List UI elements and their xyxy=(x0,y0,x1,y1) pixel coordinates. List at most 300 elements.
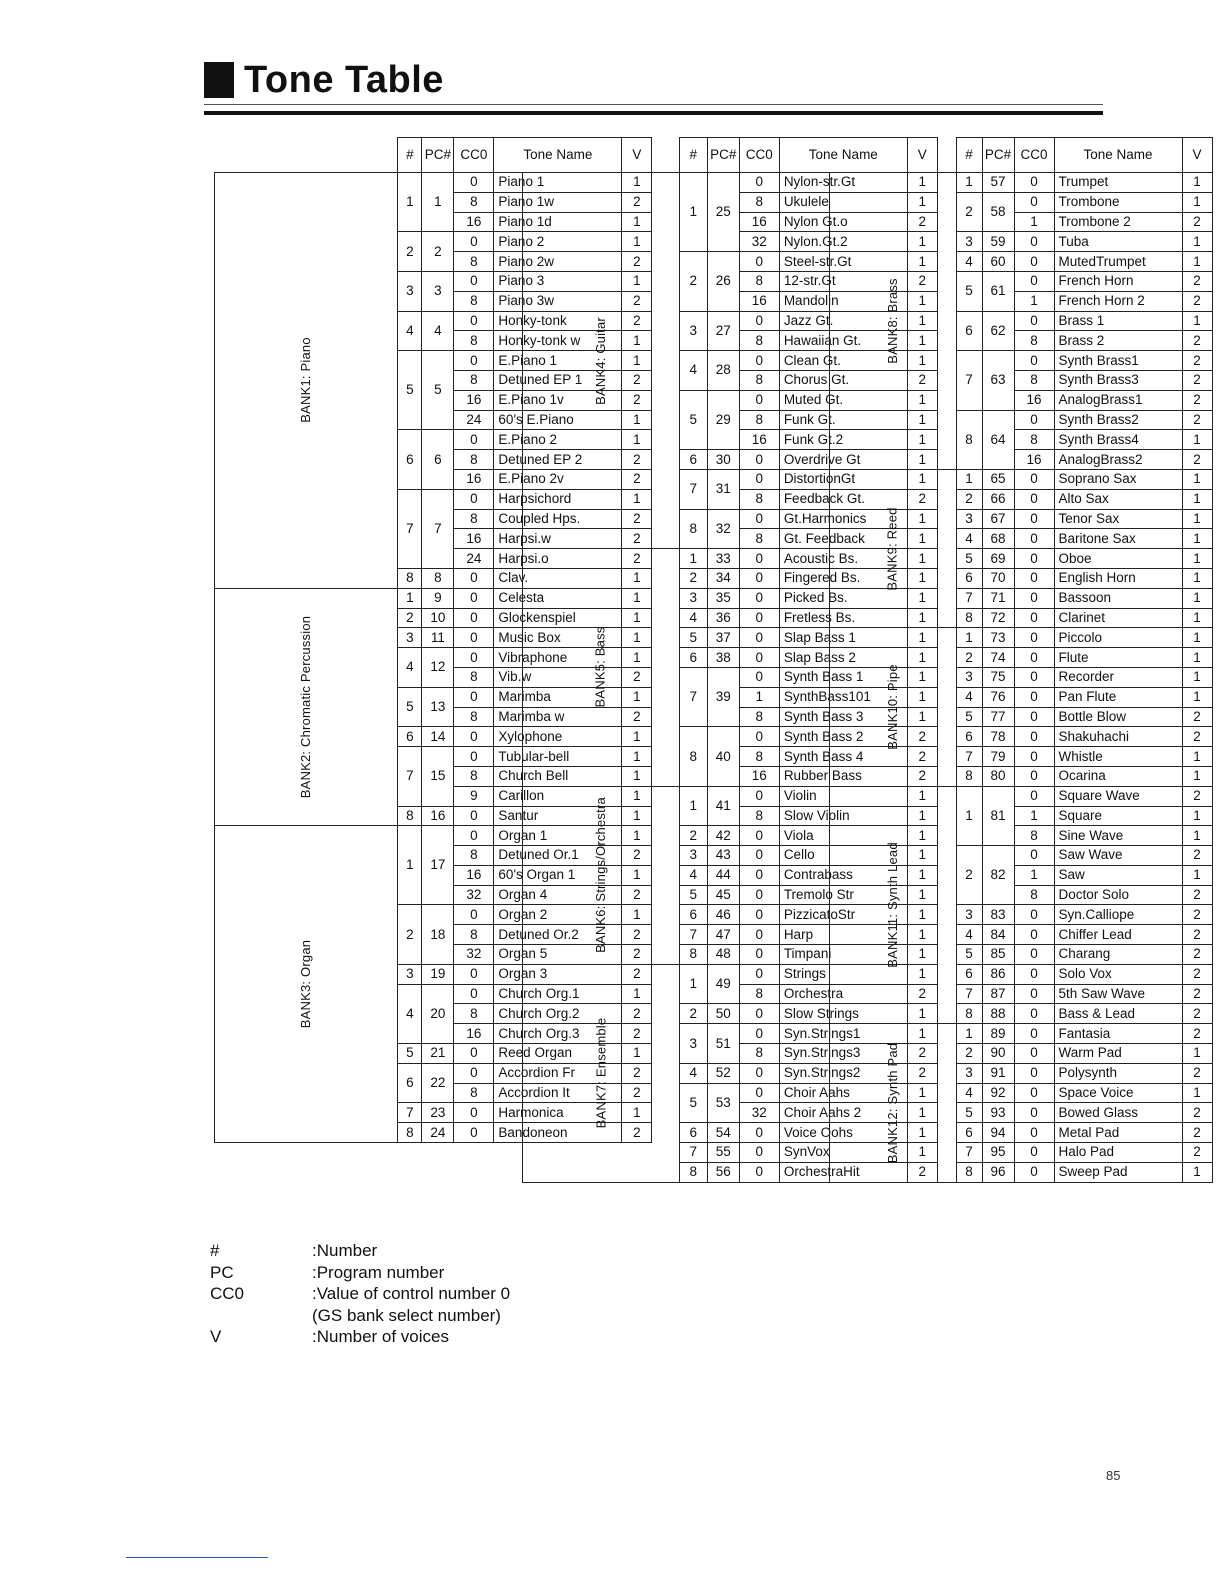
program-number-cell: 58 xyxy=(982,192,1014,232)
tone-name-cell: Synth Bass 4 xyxy=(779,747,907,767)
voices-cell: 1 xyxy=(907,351,937,371)
bank-label-cell xyxy=(523,549,680,787)
voices-cell: 1 xyxy=(907,232,937,252)
header-spacer xyxy=(830,138,957,173)
bank-label: BANK11: Synth Lead xyxy=(884,842,900,968)
number-cell: 4 xyxy=(679,351,707,391)
number-cell: 7 xyxy=(398,1103,422,1123)
cc0-cell: 0 xyxy=(1014,588,1054,608)
bank-label-cell xyxy=(830,173,957,470)
tone-name-cell: Strings xyxy=(779,964,907,984)
tone-name-cell: Harpsichord xyxy=(494,489,622,509)
voices-cell: 2 xyxy=(622,311,652,331)
cc0-cell: 0 xyxy=(739,588,779,608)
program-number-cell: 17 xyxy=(422,826,454,905)
number-cell: 3 xyxy=(679,311,707,351)
program-number-cell: 62 xyxy=(982,311,1014,351)
program-number-cell: 10 xyxy=(422,608,454,628)
number-cell: 5 xyxy=(956,945,982,965)
tone-name-cell: Whistle xyxy=(1054,747,1182,767)
voices-cell: 1 xyxy=(1182,865,1212,885)
voices-cell: 2 xyxy=(907,489,937,509)
voices-cell: 2 xyxy=(1182,1123,1212,1143)
cc0-cell: 0 xyxy=(739,905,779,925)
cc0-cell: 0 xyxy=(454,271,494,291)
program-number-cell: 95 xyxy=(982,1143,1014,1163)
tone-name-cell: Vib.w xyxy=(494,667,622,687)
cc0-cell: 0 xyxy=(1014,351,1054,371)
table-header-row xyxy=(830,138,1213,173)
number-cell: 1 xyxy=(398,826,422,905)
tone-name-cell: Organ 1 xyxy=(494,826,622,846)
cc0-cell: 0 xyxy=(739,390,779,410)
voices-cell: 1 xyxy=(907,865,937,885)
number-cell: 3 xyxy=(956,905,982,925)
table-row xyxy=(830,469,1213,489)
voices-cell: 2 xyxy=(622,192,652,212)
cc0-cell: 16 xyxy=(739,291,779,311)
legend-row xyxy=(210,1305,510,1327)
cc0-cell: 0 xyxy=(739,964,779,984)
tone-name-cell: Metal Pad xyxy=(1054,1123,1182,1143)
header-pc: PC# xyxy=(982,138,1014,173)
voices-cell: 1 xyxy=(1182,232,1212,252)
tone-name-cell: Chorus Gt. xyxy=(779,370,907,390)
cc0-cell: 0 xyxy=(739,252,779,272)
cc0-cell: 8 xyxy=(454,1083,494,1103)
tone-name-cell: SynthBass101 xyxy=(779,687,907,707)
cc0-cell: 0 xyxy=(1014,905,1054,925)
cc0-cell: 8 xyxy=(739,529,779,549)
page-title xyxy=(204,58,444,102)
legend-description: :Number of voices xyxy=(312,1327,449,1346)
tone-name-cell: AnalogBrass2 xyxy=(1054,450,1182,470)
voices-cell: 1 xyxy=(622,648,652,668)
bank-label-cell xyxy=(830,1024,957,1182)
number-cell: 3 xyxy=(956,509,982,529)
voices-cell: 1 xyxy=(622,727,652,747)
tone-name-cell: Square Wave xyxy=(1054,786,1182,806)
number-cell: 5 xyxy=(398,1044,422,1064)
program-number-cell: 78 xyxy=(982,727,1014,747)
cc0-cell: 0 xyxy=(1014,1004,1054,1024)
tone-name-cell: Voice Oohs xyxy=(779,1123,907,1143)
voices-cell: 1 xyxy=(907,1004,937,1024)
tone-name-cell: Overdrive Gt xyxy=(779,450,907,470)
header-num: # xyxy=(398,138,422,173)
tone-name-cell: Timpani xyxy=(779,945,907,965)
table-row xyxy=(830,1024,1213,1044)
number-cell: 8 xyxy=(956,766,982,786)
voices-cell: 2 xyxy=(1182,331,1212,351)
cc0-cell: 8 xyxy=(739,370,779,390)
number-cell: 6 xyxy=(956,727,982,747)
program-number-cell: 70 xyxy=(982,568,1014,588)
voices-cell: 1 xyxy=(622,568,652,588)
program-number-cell: 77 xyxy=(982,707,1014,727)
tone-name-cell: Detuned EP 1 xyxy=(494,370,622,390)
program-number-cell: 25 xyxy=(707,173,739,252)
header-num: # xyxy=(956,138,982,173)
program-number-cell: 55 xyxy=(707,1143,739,1163)
cc0-cell: 0 xyxy=(454,173,494,193)
cc0-cell: 0 xyxy=(1014,568,1054,588)
bank-label: BANK4: Guitar xyxy=(592,316,608,405)
cc0-cell: 0 xyxy=(454,905,494,925)
program-number-cell: 94 xyxy=(982,1123,1014,1143)
header-spacer xyxy=(523,138,680,173)
tone-name-cell: 60's E.Piano xyxy=(494,410,622,430)
program-number-cell: 8 xyxy=(422,568,454,588)
bank-label: BANK2: Chromatic Percussion xyxy=(298,615,314,799)
page-number: 85 xyxy=(1106,1468,1121,1483)
tone-name-cell: Piano 2w xyxy=(494,252,622,272)
voices-cell: 2 xyxy=(1182,984,1212,1004)
number-cell: 6 xyxy=(679,905,707,925)
tone-name-cell: Church Org.2 xyxy=(494,1004,622,1024)
cc0-cell: 0 xyxy=(739,1024,779,1044)
voices-cell: 2 xyxy=(622,1004,652,1024)
voices-cell: 1 xyxy=(907,1143,937,1163)
program-number-cell: 32 xyxy=(707,509,739,549)
voices-cell: 1 xyxy=(1182,311,1212,331)
cc0-cell: 8 xyxy=(1014,370,1054,390)
tone-name-cell: Alto Sax xyxy=(1054,489,1182,509)
tone-name-cell: Chiffer Lead xyxy=(1054,925,1182,945)
program-number-cell: 75 xyxy=(982,667,1014,687)
voices-cell: 1 xyxy=(1182,568,1212,588)
voices-cell: 2 xyxy=(1182,707,1212,727)
cc0-cell: 0 xyxy=(1014,489,1054,509)
tone-name-cell: Trombone xyxy=(1054,192,1182,212)
number-cell: 4 xyxy=(398,984,422,1043)
voices-cell: 1 xyxy=(622,628,652,648)
number-cell: 6 xyxy=(956,311,982,351)
tone-name-cell: Synth Brass3 xyxy=(1054,370,1182,390)
voices-cell: 1 xyxy=(907,192,937,212)
cc0-cell: 0 xyxy=(739,450,779,470)
cc0-cell: 8 xyxy=(739,707,779,727)
tone-name-cell: Baritone Sax xyxy=(1054,529,1182,549)
number-cell: 8 xyxy=(679,945,707,965)
bank-label: BANK9: Reed xyxy=(884,507,900,591)
tone-name-cell: Ocarina xyxy=(1054,766,1182,786)
cc0-cell: 0 xyxy=(1014,984,1054,1004)
tone-name-cell: Square xyxy=(1054,806,1182,826)
cc0-cell: 0 xyxy=(739,173,779,193)
voices-cell: 2 xyxy=(907,747,937,767)
voices-cell: 2 xyxy=(622,885,652,905)
tone-name-cell: Charang xyxy=(1054,945,1182,965)
cc0-cell: 8 xyxy=(739,489,779,509)
tone-name-cell: Trombone 2 xyxy=(1054,212,1182,232)
program-number-cell: 28 xyxy=(707,351,739,391)
tone-name-cell: Sweep Pad xyxy=(1054,1162,1182,1182)
program-number-cell: 33 xyxy=(707,549,739,569)
voices-cell: 1 xyxy=(907,687,937,707)
tone-name-cell: Saw xyxy=(1054,865,1182,885)
program-number-cell: 21 xyxy=(422,1044,454,1064)
tone-name-cell: Organ 2 xyxy=(494,905,622,925)
program-number-cell: 84 xyxy=(982,925,1014,945)
voices-cell: 2 xyxy=(622,469,652,489)
cc0-cell: 0 xyxy=(1014,925,1054,945)
program-number-cell: 83 xyxy=(982,905,1014,925)
number-cell: 6 xyxy=(398,1063,422,1103)
voices-cell: 1 xyxy=(1182,252,1212,272)
cc0-cell: 8 xyxy=(454,766,494,786)
tone-name-cell: Violin xyxy=(779,786,907,806)
cc0-cell: 32 xyxy=(454,945,494,965)
title-rule-thick xyxy=(204,111,1103,115)
number-cell: 4 xyxy=(956,1083,982,1103)
cc0-cell: 8 xyxy=(454,450,494,470)
number-cell: 1 xyxy=(956,1024,982,1044)
voices-cell: 1 xyxy=(1182,826,1212,846)
cc0-cell: 8 xyxy=(1014,331,1054,351)
program-number-cell: 56 xyxy=(707,1162,739,1182)
program-number-cell: 73 xyxy=(982,628,1014,648)
number-cell: 1 xyxy=(679,173,707,252)
voices-cell: 1 xyxy=(907,450,937,470)
tone-name-cell: Bottle Blow xyxy=(1054,707,1182,727)
cc0-cell: 1 xyxy=(739,687,779,707)
cc0-cell: 0 xyxy=(739,727,779,747)
tone-name-cell: Bassoon xyxy=(1054,588,1182,608)
number-cell: 2 xyxy=(956,192,982,232)
voices-cell: 1 xyxy=(622,747,652,767)
voices-cell: 2 xyxy=(1182,885,1212,905)
voices-cell: 1 xyxy=(907,549,937,569)
number-cell: 1 xyxy=(956,786,982,845)
tone-name-cell: DistortionGt xyxy=(779,469,907,489)
voices-cell: 2 xyxy=(622,549,652,569)
tone-name-cell: Bowed Glass xyxy=(1054,1103,1182,1123)
number-cell: 4 xyxy=(398,311,422,351)
legend-row xyxy=(210,1326,510,1348)
number-cell: 4 xyxy=(956,925,982,945)
number-cell: 2 xyxy=(679,568,707,588)
cc0-cell: 0 xyxy=(1014,846,1054,866)
number-cell: 5 xyxy=(956,707,982,727)
program-number-cell: 43 xyxy=(707,846,739,866)
cc0-cell: 0 xyxy=(739,1123,779,1143)
number-cell: 6 xyxy=(956,568,982,588)
program-number-cell: 89 xyxy=(982,1024,1014,1044)
tone-name-cell: Piano 3w xyxy=(494,291,622,311)
tone-name-cell: Santur xyxy=(494,806,622,826)
program-number-cell: 14 xyxy=(422,727,454,747)
cc0-cell: 16 xyxy=(739,212,779,232)
program-number-cell: 81 xyxy=(982,786,1014,845)
tone-name-cell: Saw Wave xyxy=(1054,846,1182,866)
tone-name-cell: Muted Gt. xyxy=(779,390,907,410)
legend-symbol: # xyxy=(210,1241,220,1260)
voices-cell: 1 xyxy=(907,390,937,410)
number-cell: 8 xyxy=(398,806,422,826)
cc0-cell: 0 xyxy=(739,351,779,371)
cc0-cell: 0 xyxy=(1014,707,1054,727)
tone-name-cell: Harp xyxy=(779,925,907,945)
tone-name-cell: Jazz Gt. xyxy=(779,311,907,331)
number-cell: 2 xyxy=(956,489,982,509)
tone-name-cell: Cello xyxy=(779,846,907,866)
legend-row xyxy=(210,1240,510,1262)
number-cell: 2 xyxy=(679,1004,707,1024)
tone-table-column-3 xyxy=(829,137,1213,1183)
voices-cell: 2 xyxy=(622,252,652,272)
cc0-cell: 0 xyxy=(739,1004,779,1024)
title-square-icon xyxy=(204,62,234,98)
page-title-text: Tone Table xyxy=(244,58,444,101)
number-cell: 5 xyxy=(679,1083,707,1123)
cc0-cell: 0 xyxy=(1014,945,1054,965)
program-number-cell: 24 xyxy=(422,1123,454,1143)
bank-label: BANK1: Piano xyxy=(298,337,314,424)
number-cell: 5 xyxy=(398,351,422,430)
legend-row xyxy=(210,1262,510,1284)
cc0-cell: 8 xyxy=(1014,826,1054,846)
legend-description: :Number xyxy=(312,1241,378,1260)
header-tone-name: Tone Name xyxy=(494,138,622,173)
tone-name-cell: SynVox xyxy=(779,1143,907,1163)
voices-cell: 2 xyxy=(1182,1024,1212,1044)
program-number-cell: 23 xyxy=(422,1103,454,1123)
tone-name-cell: Bandoneon xyxy=(494,1123,622,1143)
cc0-cell: 0 xyxy=(454,964,494,984)
number-cell: 2 xyxy=(956,846,982,905)
number-cell: 1 xyxy=(956,469,982,489)
tone-name-cell: Honky-tonk w xyxy=(494,331,622,351)
header-cc: CC0 xyxy=(739,138,779,173)
voices-cell: 1 xyxy=(907,945,937,965)
program-number-cell: 87 xyxy=(982,984,1014,1004)
voices-cell: 2 xyxy=(1182,390,1212,410)
cc0-cell: 16 xyxy=(454,865,494,885)
tone-name-cell: Synth Brass1 xyxy=(1054,351,1182,371)
voices-cell: 1 xyxy=(622,865,652,885)
voices-cell: 2 xyxy=(622,529,652,549)
cc0-cell: 0 xyxy=(454,1123,494,1143)
cc0-cell: 0 xyxy=(454,588,494,608)
tone-name-cell: Gt. Feedback xyxy=(779,529,907,549)
tone-name-cell: Orchestra xyxy=(779,984,907,1004)
legend xyxy=(210,1240,510,1348)
tone-name-cell: E.Piano 2 xyxy=(494,430,622,450)
voices-cell: 1 xyxy=(622,351,652,371)
cc0-cell: 0 xyxy=(1014,252,1054,272)
table-row xyxy=(830,628,1213,648)
number-cell: 3 xyxy=(398,271,422,311)
tone-name-cell: Coupled Hps. xyxy=(494,509,622,529)
program-number-cell: 15 xyxy=(422,747,454,806)
cc0-cell: 8 xyxy=(454,707,494,727)
voices-cell: 2 xyxy=(1182,410,1212,430)
tone-name-cell: Synth Bass 3 xyxy=(779,707,907,727)
program-number-cell: 4 xyxy=(422,311,454,351)
tone-name-cell: Funk Gt.2 xyxy=(779,430,907,450)
number-cell: 1 xyxy=(956,628,982,648)
program-number-cell: 60 xyxy=(982,252,1014,272)
tone-name-cell: AnalogBrass1 xyxy=(1054,390,1182,410)
voices-cell: 1 xyxy=(1182,1044,1212,1064)
bank-label: BANK3: Organ xyxy=(298,939,314,1029)
tone-name-cell: Fingered Bs. xyxy=(779,568,907,588)
voices-cell: 1 xyxy=(622,232,652,252)
voices-cell: 1 xyxy=(1182,628,1212,648)
tone-name-cell: 12-str.Gt xyxy=(779,271,907,291)
voices-cell: 2 xyxy=(907,1063,937,1083)
program-number-cell: 51 xyxy=(707,1024,739,1064)
header-pc: PC# xyxy=(707,138,739,173)
tone-name-cell: Solo Vox xyxy=(1054,964,1182,984)
number-cell: 2 xyxy=(679,252,707,311)
tone-name-cell: Rubber Bass xyxy=(779,766,907,786)
voices-cell: 1 xyxy=(907,252,937,272)
cc0-cell: 16 xyxy=(454,529,494,549)
voices-cell: 1 xyxy=(622,608,652,628)
header-cc: CC0 xyxy=(454,138,494,173)
number-cell: 5 xyxy=(956,549,982,569)
voices-cell: 1 xyxy=(907,846,937,866)
program-number-cell: 91 xyxy=(982,1063,1014,1083)
program-number-cell: 45 xyxy=(707,885,739,905)
tone-name-cell: Harpsi.w xyxy=(494,529,622,549)
program-number-cell: 31 xyxy=(707,469,739,509)
voices-cell: 1 xyxy=(1182,529,1212,549)
voices-cell: 2 xyxy=(622,291,652,311)
cc0-cell: 8 xyxy=(1014,430,1054,450)
program-number-cell: 7 xyxy=(422,489,454,568)
tone-name-cell: Shakuhachi xyxy=(1054,727,1182,747)
program-number-cell: 29 xyxy=(707,390,739,449)
bank-label-cell xyxy=(215,173,398,589)
voices-cell: 1 xyxy=(1182,1162,1212,1182)
cc0-cell: 0 xyxy=(1014,687,1054,707)
voices-cell: 1 xyxy=(907,806,937,826)
voices-cell: 1 xyxy=(622,1044,652,1064)
voices-cell: 2 xyxy=(1182,291,1212,311)
header-v: V xyxy=(907,138,937,173)
voices-cell: 1 xyxy=(1182,430,1212,450)
voices-cell: 1 xyxy=(1182,806,1212,826)
program-number-cell: 26 xyxy=(707,252,739,311)
cc0-cell: 0 xyxy=(1014,1044,1054,1064)
voices-cell: 1 xyxy=(622,826,652,846)
bank-label: BANK10: Pipe xyxy=(884,664,900,750)
voices-cell: 1 xyxy=(907,509,937,529)
program-number-cell: 34 xyxy=(707,568,739,588)
program-number-cell: 18 xyxy=(422,905,454,964)
tone-name-cell: Halo Pad xyxy=(1054,1143,1182,1163)
voices-cell: 2 xyxy=(1182,786,1212,806)
program-number-cell: 57 xyxy=(982,173,1014,193)
voices-cell: 1 xyxy=(622,489,652,509)
cc0-cell: 0 xyxy=(454,687,494,707)
program-number-cell: 41 xyxy=(707,786,739,826)
tone-name-cell: Flute xyxy=(1054,648,1182,668)
number-cell: 8 xyxy=(679,509,707,549)
program-number-cell: 49 xyxy=(707,964,739,1004)
number-cell: 5 xyxy=(398,687,422,727)
number-cell: 6 xyxy=(679,648,707,668)
voices-cell: 2 xyxy=(1182,964,1212,984)
tone-name-cell: Fantasia xyxy=(1054,1024,1182,1044)
cc0-cell: 8 xyxy=(454,925,494,945)
voices-cell: 1 xyxy=(1182,509,1212,529)
tone-name-cell: Accordion Fr xyxy=(494,1063,622,1083)
cc0-cell: 0 xyxy=(454,1103,494,1123)
